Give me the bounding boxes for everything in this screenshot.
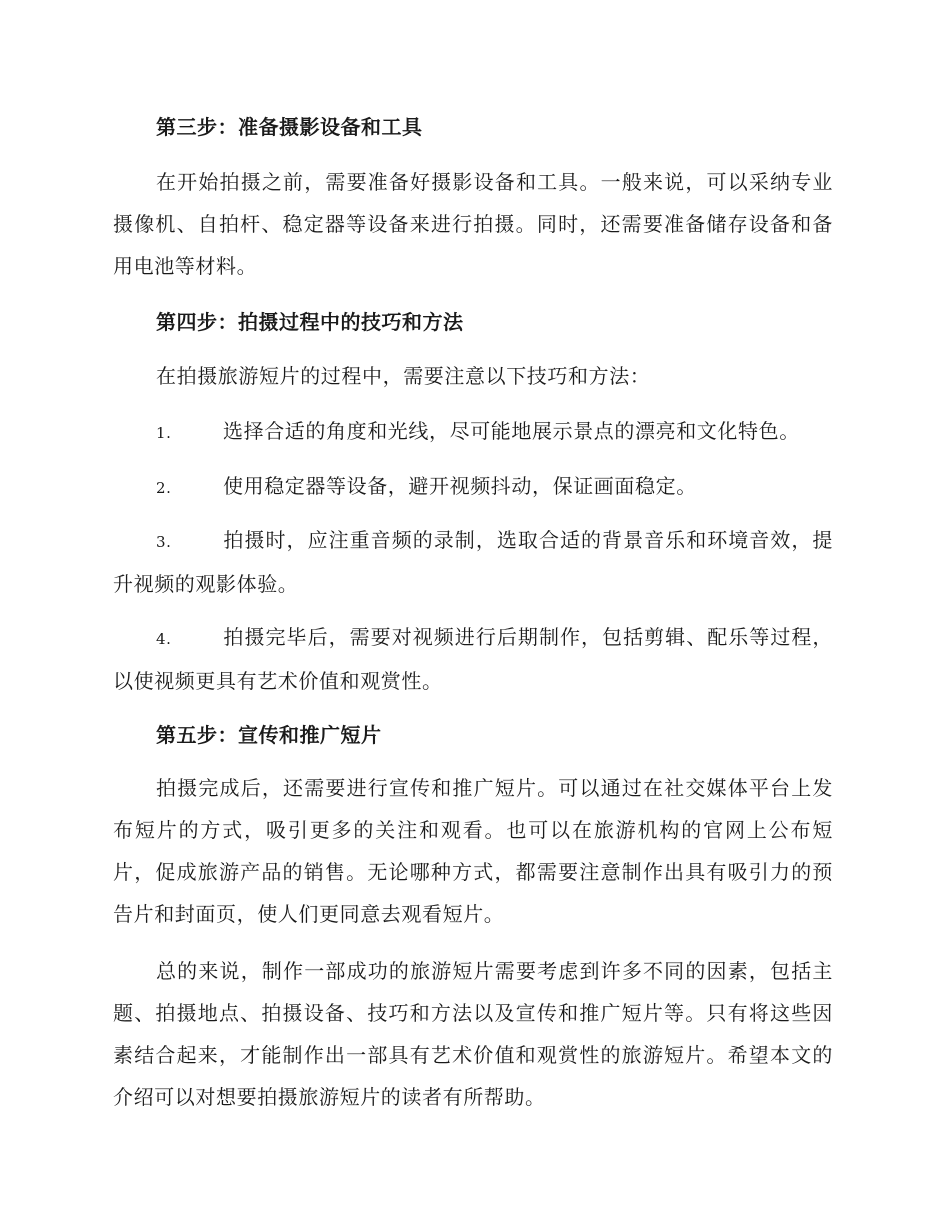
- list-number: 1.: [156, 424, 172, 442]
- list-item: [113, 519, 833, 605]
- step4-heading: 第四步：拍摄过程中的技巧和方法: [156, 310, 464, 334]
- list-number: 4.: [156, 630, 172, 648]
- list-text: 选择合适的角度和光线，尽可能地展示景点的漂亮和文化特色。: [223, 419, 800, 443]
- list-number: 3.: [156, 533, 172, 551]
- list-text: 拍摄时，应注重音频的录制，选取合适的背景音乐和环境音效，提升视频的观影体验。: [113, 528, 833, 596]
- list-item: [113, 465, 833, 509]
- conclusion-paragraph: 总的来说，制作一部成功的旅游短片需要考虑到许多不同的因素，包括主题、拍摄地点、拍摄设备、技巧和方法以及宣传和推广短片等。只有将这些因素结合起来，才能制作出一部具有艺术价值和观赏性的旅游短片。希望本文的介绍可以对想要拍摄旅游短片的读者有所帮助。: [113, 959, 833, 1109]
- list-text: 拍摄完毕后，需要对视频进行后期制作，包括剪辑、配乐等过程，以使视频更具有艺术价值和观赏性。: [113, 625, 833, 693]
- step5-paragraph: 拍摄完成后，还需要进行宣传和推广短片。可以通过在社交媒体平台上发布短片的方式，吸引更多的关注和观看。也可以在旅游机构的官网上公布短片，促成旅游产品的销售。无论哪种方式，都需要注意制作出具有吸引力的预告片和封面页，使人们更同意去观看短片。: [113, 776, 833, 926]
- step3-paragraph: 在开始拍摄之前，需要准备好摄影设备和工具。一般来说，可以采纳专业摄像机、自拍杆、稳定器等设备来进行拍摄。同时，还需要准备储存设备和备用电池等材料。: [113, 170, 833, 278]
- step3-heading: 第三步：准备摄影设备和工具: [156, 115, 423, 139]
- list-item: [113, 410, 833, 454]
- list-text: 使用稳定器等设备，避开视频抖动，保证画面稳定。: [223, 474, 697, 498]
- step4-intro: 在拍摄旅游短片的过程中，需要注意以下技巧和方法：: [156, 364, 651, 388]
- list-number: 2.: [156, 479, 172, 497]
- step5-heading: 第五步：宣传和推广短片: [156, 723, 382, 747]
- list-item: [113, 616, 833, 702]
